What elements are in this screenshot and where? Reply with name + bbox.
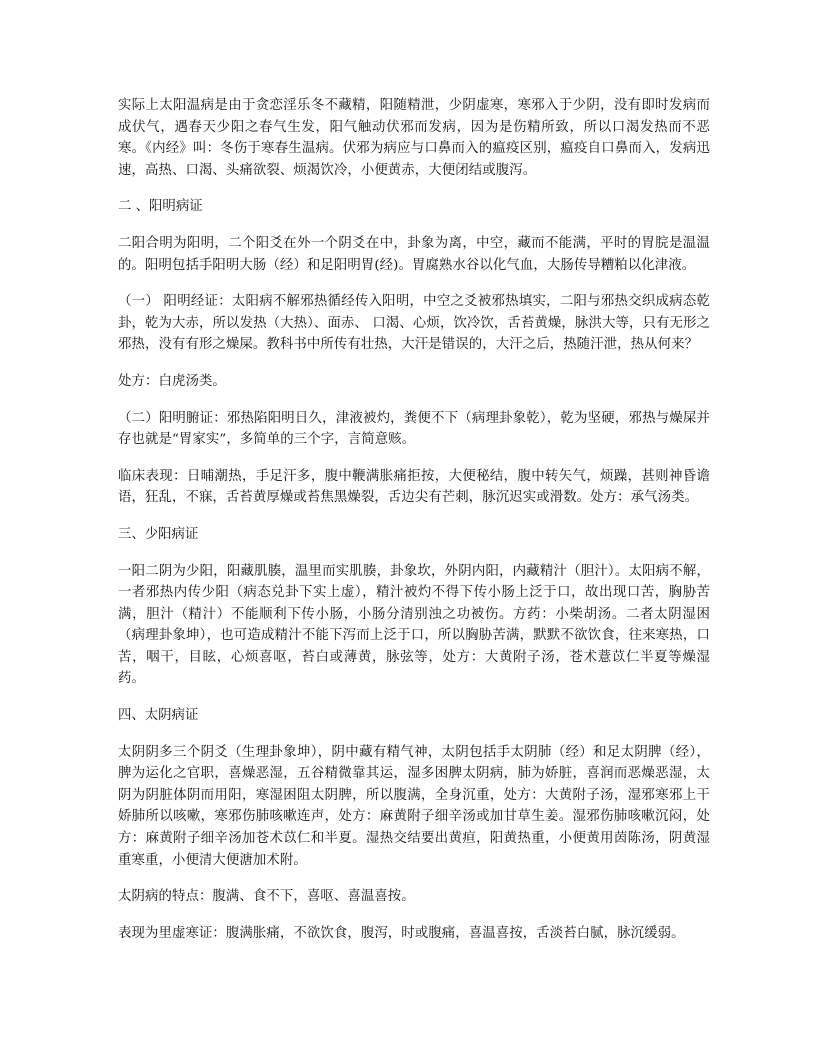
paragraph-prescription-baihu: 处方：白虎汤类。 xyxy=(118,373,226,389)
heading-shaoyang: 三、少阳病证 xyxy=(118,526,199,542)
paragraph-taiyin-features: 太阴病的特点：腹满、食不下，喜呕、喜温喜按。 xyxy=(118,889,415,905)
paragraph-shaoyang: 一阳二阴为少阳，阳藏肌腠，温里而实肌腠，卦象坎，外阴内阳，内藏精汁（胆汁）。太阳病不解，一者邪热内传少阳（病态兑卦下实上虚），精汁被灼不得下传小肠上泛于口，故出现口苦，胸胁苦满，胆汁（精汁）不能顺利下传小肠，小肠分清别浊之功被伤。方药：小柴胡汤。二者太阴湿困（病理卦象坤），也可造成精汁不能下泻而上泛于口，所以胸胁苦满，默默不欲饮食，往来寒热，口苦，咽干，目眩，心烦喜呕，苔白或薄黄，脉弦等，处方：大黄附子汤，苍术薏苡仁半夏等燥湿药。 xyxy=(118,563,710,687)
paragraph-taiyin-symptoms: 表现为里虚寒证：腹满胀痛，不欲饮食，腹泻，时或腹痛，喜温喜按，舌淡苔白腻，脉沉缓弱。 xyxy=(118,925,685,941)
paragraph-yangming-jingzheng: （一） 阳明经证：太阳病不解邪热循经传入阳明，中空之爻被邪热填实，二阳与邪热交织成病态乾卦，乾为大赤，所以发热（大热）、面赤、 口渴、心烦，饮冷饮，舌苔黄燥，脉洪大等，只有无形之邪热，没有有形之燥屎。教科书中所传有壮热，大汗是错误的，大汗之后，热随汗泄，热从何来？ xyxy=(118,294,710,353)
heading-yangming: 二 、阳明病证 xyxy=(118,199,203,215)
document-page xyxy=(118,95,710,944)
paragraph-yangming-fuzheng: （二）阳明腑证：邪热陷阳明日久，津液被灼，粪便不下（病理卦象乾），乾为坚硬，邪热与燥屎并存也就是“胃家实”，多简单的三个字，言简意赅。 xyxy=(118,410,710,448)
paragraph-yangming-intro: 二阳合明为阳明，二个阳爻在外一个阴爻在中，卦象为离，中空，藏而不能满，平时的胃脘是温温的。阳明包括手阳明大肠（经）和足阳明胃(经)。胃腐熟水谷以化气血，大肠传导糟粕以化津液。 xyxy=(118,235,710,273)
paragraph-taiyang-wenbing: 实际上太阳温病是由于贪恋淫乐冬不藏精，阳随精泄，少阴虚寒，寒邪入于少阴，没有即时发病而成伏气，遇春天少阳之春气生发，阳气触动伏邪而发病，因为是伤精所致，所以口渴发热而不恶寒。《内经》叫：冬伤于寒春生温病。伏邪为病应与口鼻而入的瘟疫区别，瘟疫自口鼻而入，发病迅速，高热、口渴、头痛欲裂、烦渴饮冷，小便黄赤，大便闭结或腹泻。 xyxy=(118,98,710,178)
heading-taiyin: 四、太阴病证 xyxy=(118,708,199,724)
paragraph-clinical-manifestation: 临床表现：日晡潮热，手足汗多，腹中鞭满胀痛拒按，大便秘结，腹中转矢气，烦躁，甚则神昏谵语，狂乱，不寐，舌苔黄厚燥或苔焦黑燥裂，舌边尖有芒刺，脉沉迟实或滑数。处方：承气汤类。 xyxy=(118,468,710,506)
paragraph-taiyin: 太阴阴多三个阴爻（生理卦象坤），阴中藏有精气神，太阴包括手太阴肺（经）和足太阴脾（经），脾为运化之官职，喜燥恶湿，五谷精微靠其运，湿多困脾太阴病，肺为娇脏，喜润而恶燥恶湿，太阴为阴脏体阴而用阳，寒湿困阻太阴脾，所以腹满，全身沉重，处方：大黄附子汤，湿邪寒邪上干娇肺所以咳嗽，寒邪伤肺咳嗽连声，处方：麻黄附子细辛汤或加甘草生姜。湿邪伤肺咳嗽沉闷，处方：麻黄附子细辛汤加苍术苡仁和半夏。湿热交结要出黄疸，阳黄热重，小便黄用茵陈汤，阴黄湿重寒重，小便清大便溏加术附。 xyxy=(118,744,710,868)
